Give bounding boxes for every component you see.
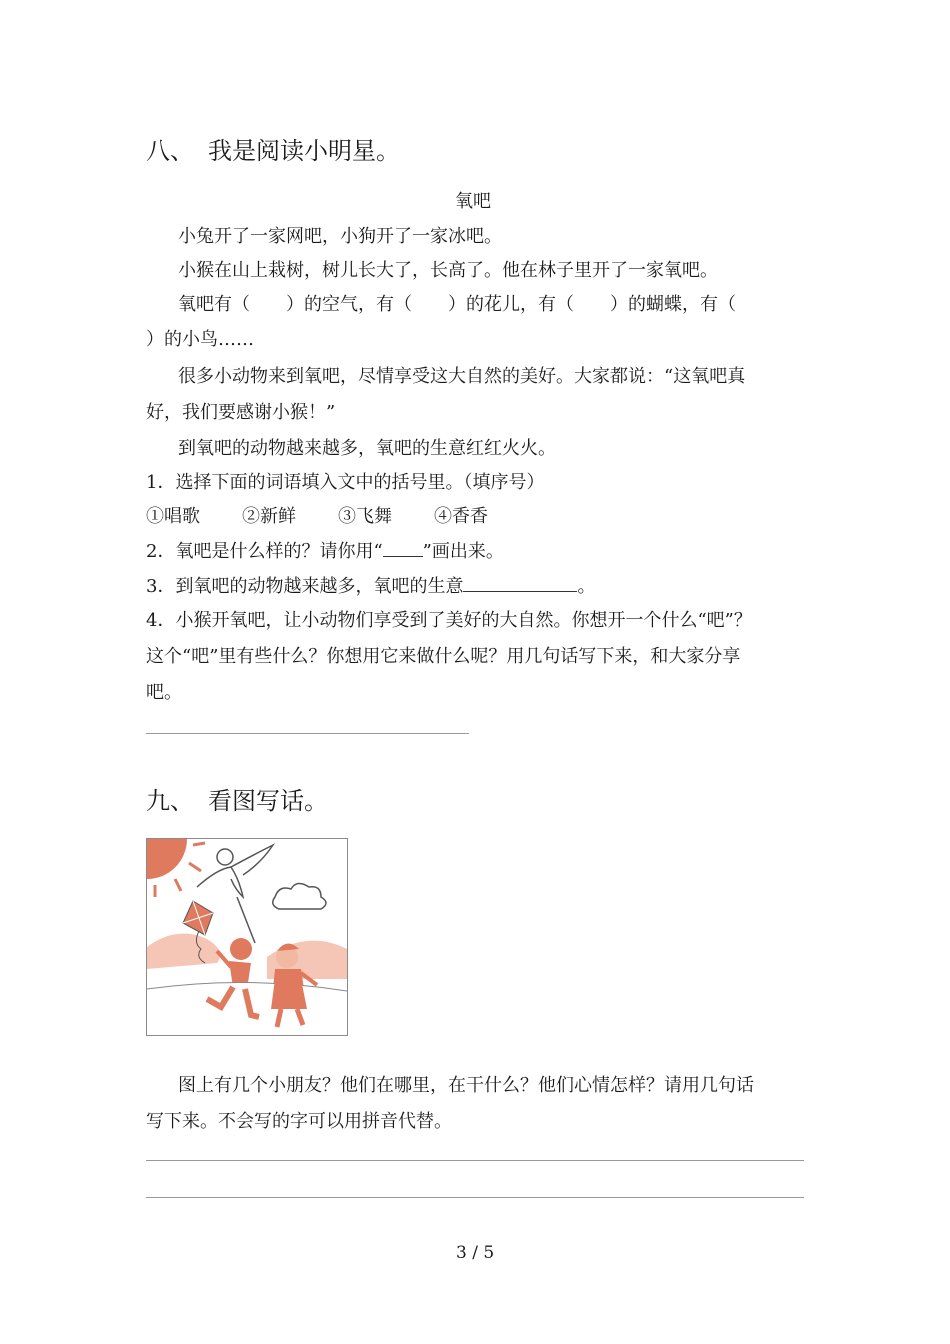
passage-paragraph: 很多小动物来到氧吧，尽情享受这大自然的美好。大家都说：“这氧吧真 <box>178 366 746 387</box>
passage-paragraph: 到氧吧的动物越来越多，氧吧的生意红红火火。 <box>178 438 556 459</box>
section-number: 八、 <box>146 137 194 165</box>
passage-paragraph: 氧吧有（ ）的空气，有（ ）的花儿，有（ ）的蝴蝶，有（ <box>178 294 736 315</box>
word-options <box>146 502 488 528</box>
sun-icon <box>147 839 205 897</box>
section-9-heading <box>146 781 328 816</box>
word-option: ④香香 <box>434 506 488 527</box>
section-8-heading <box>146 131 400 166</box>
page-number: 3 / 5 <box>456 1243 495 1263</box>
answer-line[interactable] <box>146 733 469 734</box>
question-4: 这个“吧”里有些什么？你想用它来做什么呢？用几句话写下来，和大家分享 <box>146 646 741 667</box>
question-3: 3．到氧吧的动物越来越多，氧吧的生意 。 <box>146 576 596 597</box>
passage-paragraph: 小猴在山上栽树，树儿长大了，长高了。他在林子里开了一家氧吧。 <box>178 260 718 281</box>
writing-prompt: 写下来。不会写的字可以用拼音代替。 <box>146 1111 452 1132</box>
passage-paragraph: 好，我们要感谢小猴！” <box>146 402 336 423</box>
section-title: 我是阅读小明星。 <box>208 137 400 165</box>
section-title: 看图写话。 <box>208 787 328 815</box>
word-option: ②新鲜 <box>242 506 296 527</box>
word-option: ③飞舞 <box>338 506 392 527</box>
passage-paragraph: ）的小鸟…… <box>146 329 254 350</box>
question-1: 1．选择下面的词语填入文中的括号里。（填序号） <box>146 472 545 493</box>
writing-line[interactable] <box>146 1160 804 1161</box>
cloud-icon <box>273 883 326 909</box>
writing-prompt: 图上有几个小朋友？他们在哪里，在干什么？他们心情怎样？请用几句话 <box>178 1075 754 1096</box>
word-option: ①唱歌 <box>146 506 200 527</box>
kite-illustration <box>146 838 348 1036</box>
question-4: 吧。 <box>146 682 182 703</box>
question-2: 2．氧吧是什么样的？请你用“ ”画出来。 <box>146 541 504 562</box>
passage-paragraph: 小兔开了一家网吧，小狗开了一家冰吧。 <box>178 226 502 247</box>
underline-sample <box>383 540 423 557</box>
section-number: 九、 <box>146 787 194 815</box>
answer-blank[interactable] <box>463 575 577 592</box>
writing-line[interactable] <box>146 1197 804 1198</box>
passage-title: 氧吧 <box>455 191 491 212</box>
question-4: 4．小猴开氧吧，让小动物们享受到了美好的大自然。你想开一个什么“吧”？ <box>146 610 752 631</box>
bird-kite-icon <box>197 845 273 943</box>
